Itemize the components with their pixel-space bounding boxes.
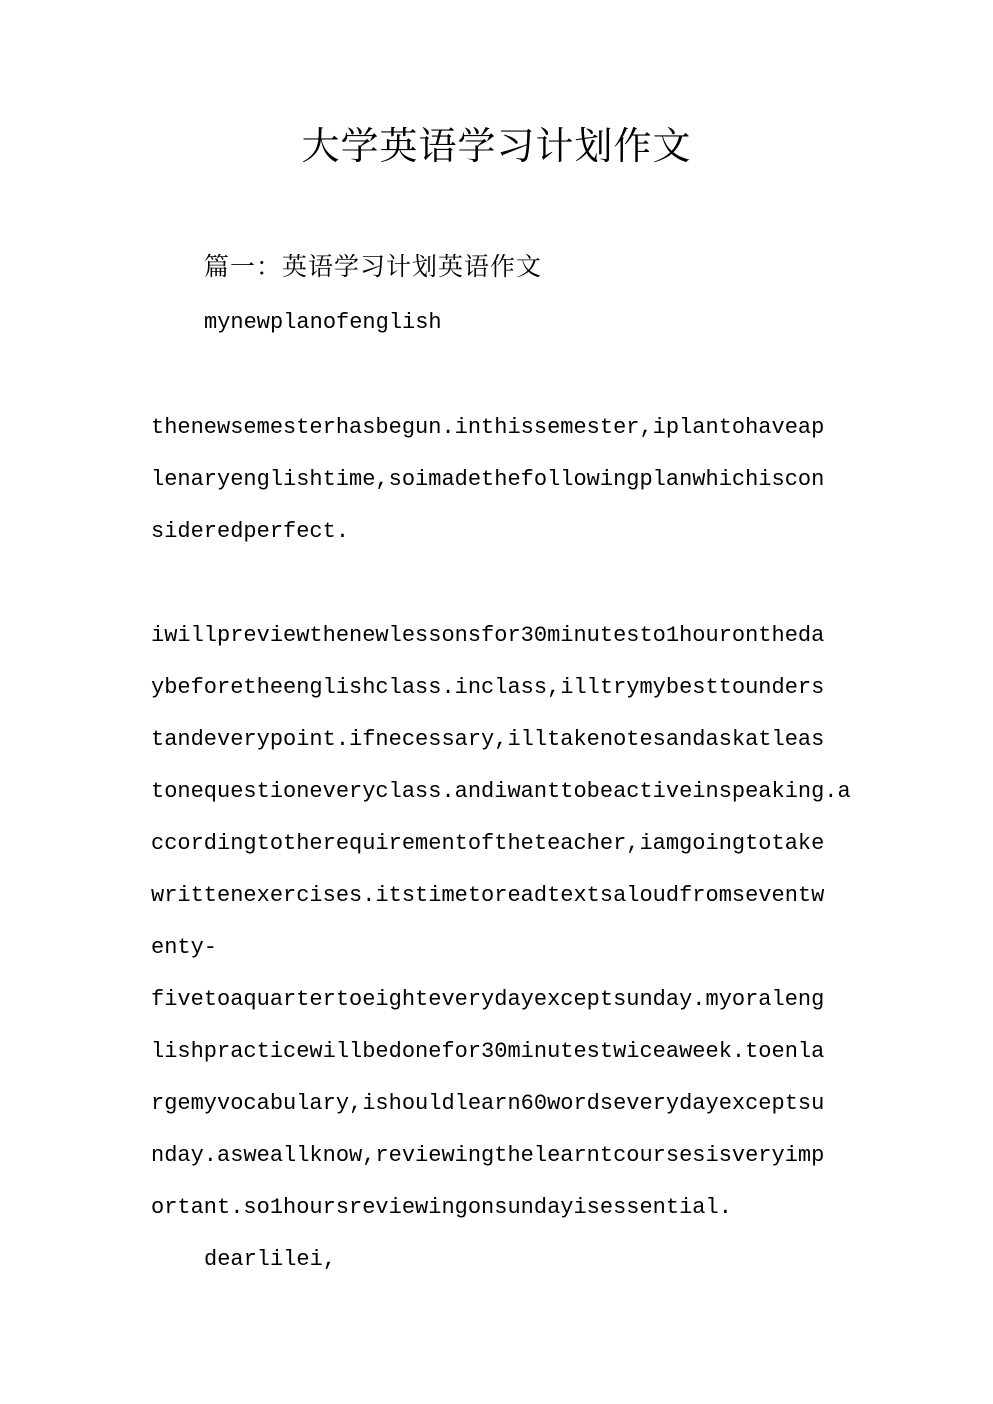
section-heading: 篇一：英语学习计划英语作文 (204, 252, 543, 281)
letter-greeting: dearlilei, (204, 1247, 337, 1272)
document-title: 大学英语学习计划作文 (301, 124, 692, 168)
paragraph2-line: tandeverypoint.ifnecessary,illtakenotesandaskatleas (151, 727, 825, 752)
paragraph2-line: ybeforetheenglishclass.inclass,illtrymybesttounders (151, 675, 825, 700)
paragraph1-line: thenewsemesterhasbegun.inthissemester,iplantohaveap (151, 415, 825, 440)
paragraph2-line: rgemyvocabulary,ishouldlearn60wordseverydayexceptsu (151, 1091, 825, 1116)
paragraph2-line: fivetoaquartertoeighteverydayexceptsunday.myoraleng (151, 987, 825, 1012)
paragraph2-line: ccordingtotherequirementoftheteacher,iamgoingtotake (151, 831, 825, 856)
paragraph2-line: tonequestioneveryclass.andiwanttobeactiveinspeaking.a (151, 779, 851, 804)
paragraph2-line: iwillpreviewthenewlessonsfor30minutesto1hourontheda (151, 623, 825, 648)
paragraph2-line: writtenexercises.itstimetoreadtextsaloudfromseventw (151, 883, 825, 908)
paragraph2-line: enty- (151, 935, 218, 960)
paragraph1-line: sideredperfect. (151, 519, 350, 544)
paragraph2-line: lishpracticewillbedonefor30minutestwiceaweek.toenla (151, 1039, 825, 1064)
paragraph2-line: nday.asweallknow,reviewingthelearntcoursesisveryimp (151, 1143, 825, 1168)
paragraph1-line: lenaryenglishtime,soimadethefollowingplanwhichiscon (151, 467, 825, 492)
essay-title: mynewplanofenglish (204, 310, 442, 335)
paragraph2-line: ortant.so1hoursreviewingonsundayisessential. (151, 1195, 732, 1220)
